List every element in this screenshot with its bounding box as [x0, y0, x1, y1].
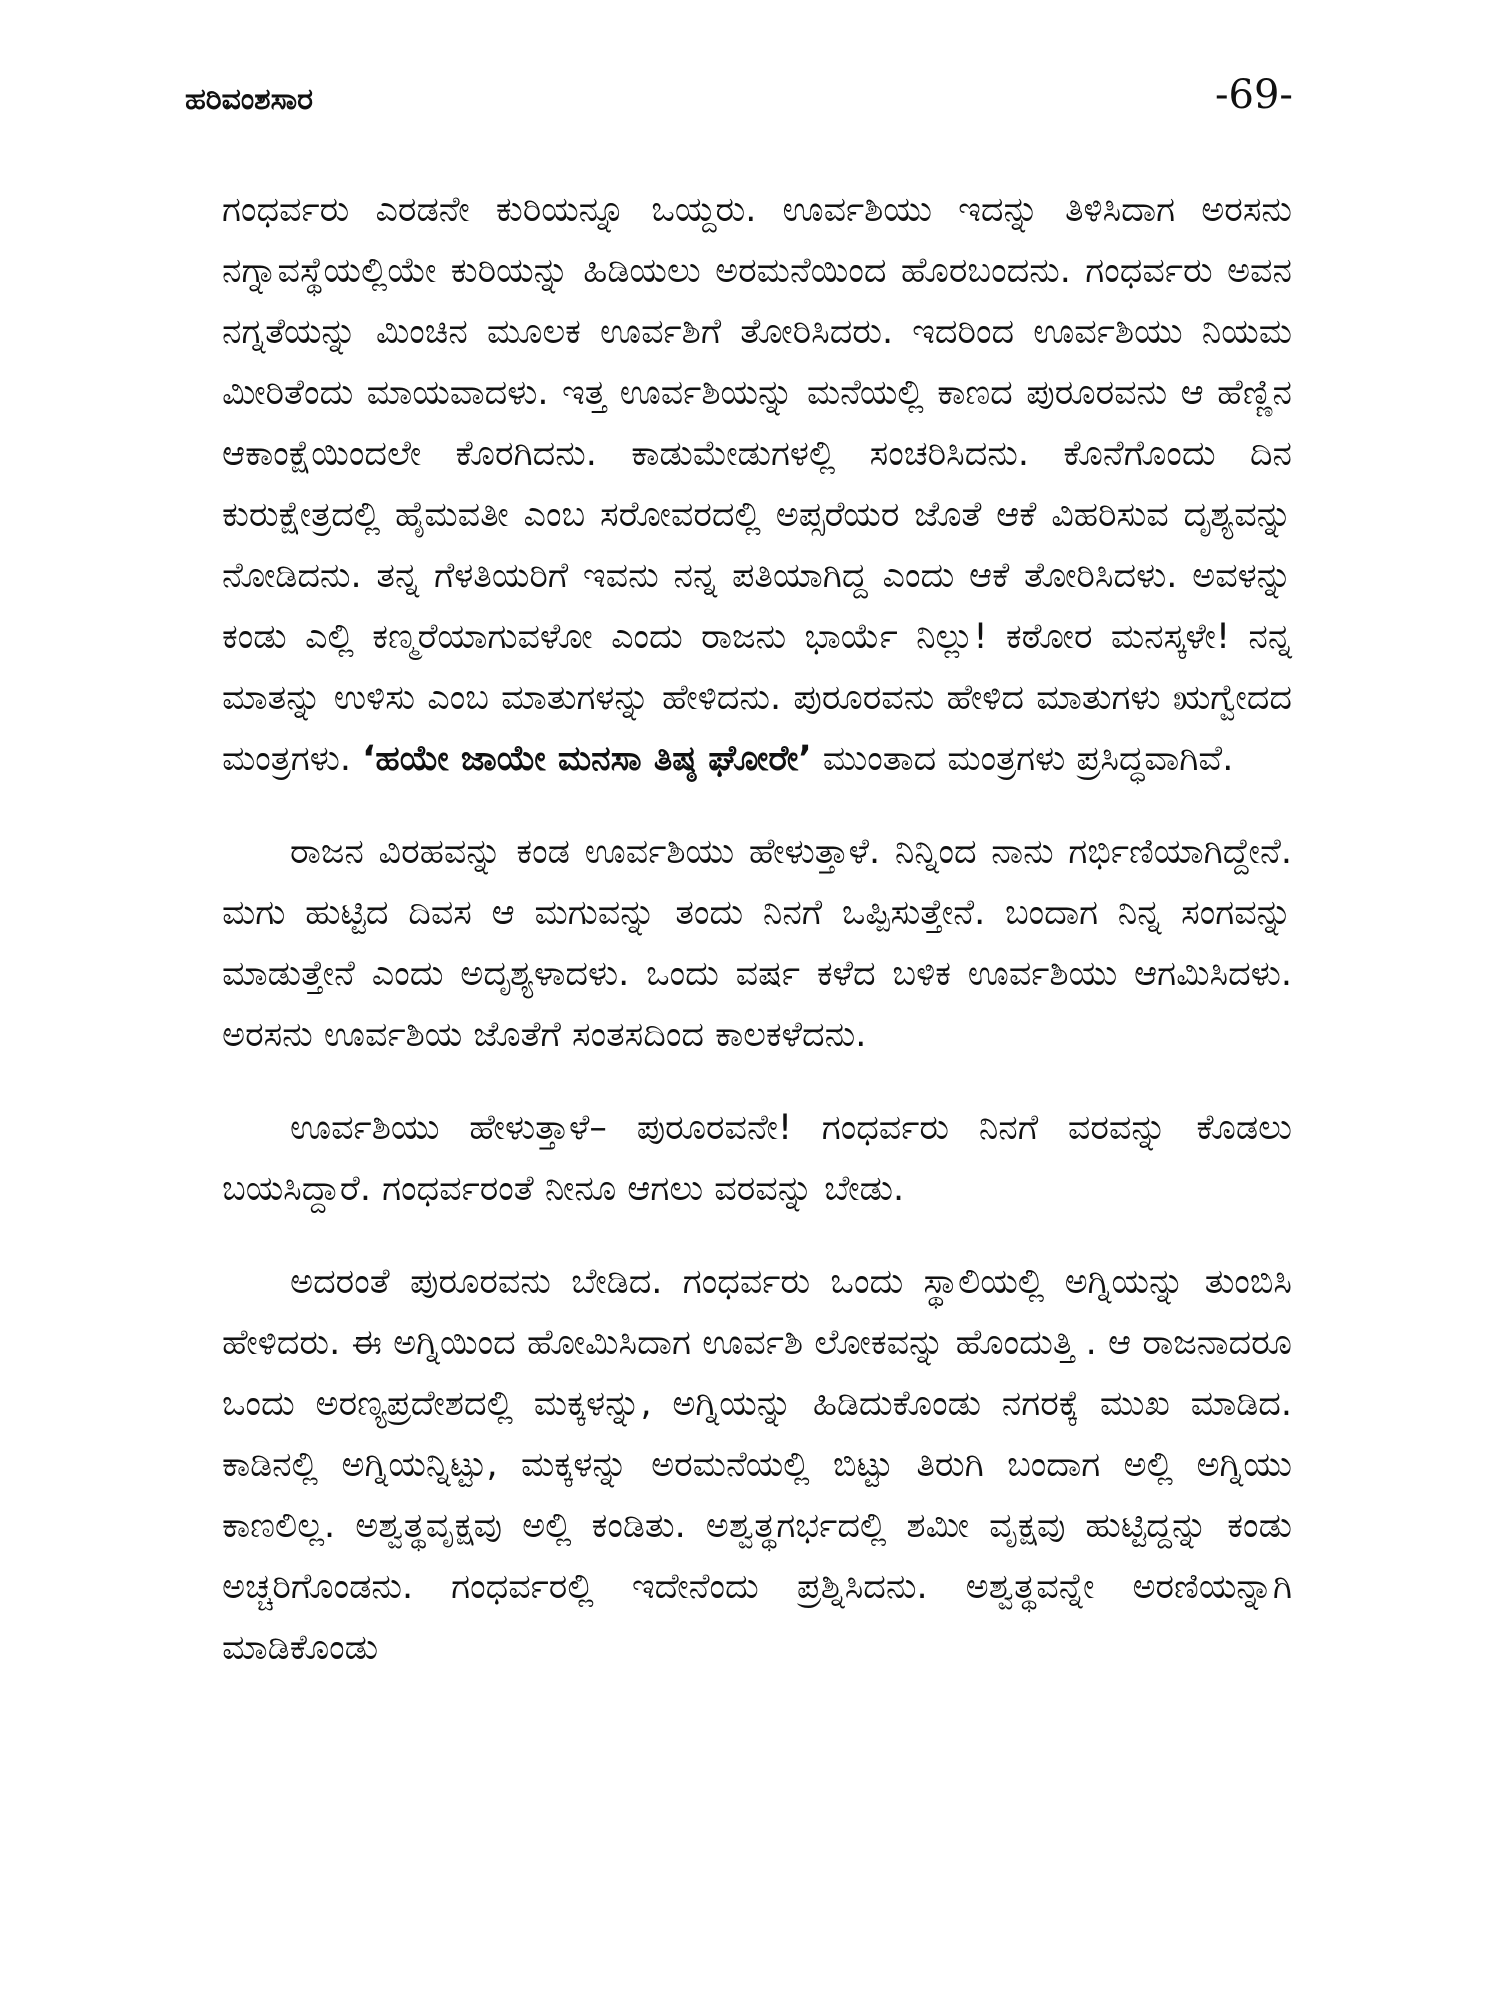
mantra-quote: ‘ಹಯೇ ಜಾಯೇ ಮನಸಾ ತಿಷ್ಠ ಘೋರೇ’ [362, 739, 812, 779]
paragraph-2: ರಾಜನ ವಿರಹವನ್ನು ಕಂಡ ಊರ್ವಶಿಯು ಹೇಳುತ್ತಾಳೆ. ನಿನ್ನಿಂದ ನಾನು ಗರ್ಭಿಣಿಯಾಗಿದ್ದೇನೆ. ಮಗು ಹುಟ್ಟಿದ ದಿವಸ ಆ ಮಗುವನ್ನು ತಂದು ನಿನಗೆ ಒಪ್ಪಿಸುತ್ತೇನೆ. ಬಂದಾಗ ನಿನ್ನ ಸಂಗವನ್ನು ಮಾಡುತ್ತೇನೆ ಎಂದು ಅದೃಶ್ಯಳಾದಳು. ಒಂದು ವರ್ಷ ಕಳೆದ ಬಳಿಕ ಊರ್ವಶಿಯು ಆಗಮಿಸಿದಳು. ಅರಸನು ಊರ್ವಶಿಯ ಜೊತೆಗೆ ಸಂತಸದಿಂದ ಕಾಲಕಳೆದನು. [222, 832, 1292, 1055]
paragraph-4: ಅದರಂತೆ ಪುರೂರವನು ಬೇಡಿದ. ಗಂಧರ್ವರು ಒಂದು ಸ್ಥಾಲಿಯಲ್ಲಿ ಅಗ್ನಿಯನ್ನು ತುಂಬಿಸಿ ಹೇಳಿದರು. ಈ ಅಗ್ನಿಯಿಂದ ಹೋಮಿಸಿದಾಗ ಊರ್ವಶಿ ಲೋಕವನ್ನು ಹೊಂದುತ್ತಿ . ಆ ರಾಜನಾದರೂ ಒಂದು ಅರಣ್ಯಪ್ರದೇಶದಲ್ಲಿ ಮಕ್ಕಳನ್ನು, ಅಗ್ನಿಯನ್ನು ಹಿಡಿದುಕೊಂಡು ನಗರಕ್ಕೆ ಮುಖ ಮಾಡಿದ. ಕಾಡಿನಲ್ಲಿ ಅಗ್ನಿಯನ್ನಿಟ್ಟು, ಮಕ್ಕಳನ್ನು ಅರಮನೆಯಲ್ಲಿ ಬಿಟ್ಟು ತಿರುಗಿ ಬಂದಾಗ ಅಲ್ಲಿ ಅಗ್ನಿಯು ಕಾಣಲಿಲ್ಲ. ಅಶ್ವತ್ಥವೃಕ್ಷವು ಅಲ್ಲಿ ಕಂಡಿತು. ಅಶ್ವತ್ಥಗರ್ಭದಲ್ಲಿ ಶಮೀ ವೃಕ್ಷವು ಹುಟ್ಟಿದ್ದನ್ನು ಕಂಡು ಅಚ್ಚರಿಗೊಂಡನು. ಗಂಧರ್ವರಲ್ಲಿ ಇದೇನೆಂದು ಪ್ರಶ್ನಿಸಿದನು. ಅಶ್ವತ್ಥವನ್ನೇ ಅರಣಿಯನ್ನಾಗಿ ಮಾಡಿಕೊಂಡು [222, 1262, 1292, 1668]
running-header-title: ಹರಿವಂಶಸಾರ [185, 82, 314, 117]
paragraph-3: ಊರ್ವಶಿಯು ಹೇಳುತ್ತಾಳೆ– ಪುರೂರವನೇ! ಗಂಧರ್ವರು ನಿನಗೆ ವರವನ್ನು ಕೊಡಲು ಬಯಸಿದ್ದಾರೆ. ಗಂಧರ್ವರಂತೆ ನೀನೂ ಆಗಲು ವರವನ್ನು ಬೇಡು. [222, 1108, 1292, 1209]
paragraph-1-text: ಗಂಧರ್ವರು ಎರಡನೇ ಕುರಿಯನ್ನೂ ಒಯ್ದರು. ಊರ್ವಶಿಯು ಇದನ್ನು ತಿಳಿಸಿದಾಗ ಅರಸನು ನಗ್ನಾವಸ್ಥೆಯಲ್ಲಿಯೇ ಕುರಿಯನ್ನು ಹಿಡಿಯಲು ಅರಮನೆಯಿಂದ ಹೊರಬಂದನು. ಗಂಧರ್ವರು ಅವನ ನಗ್ನತೆಯನ್ನು ಮಿಂಚಿನ ಮೂಲಕ ಊರ್ವಶಿಗೆ ತೋರಿಸಿದರು. ಇದರಿಂದ ಊರ್ವಶಿಯು ನಿಯಮ ಮೀರಿತೆಂದು ಮಾಯವಾದಳು. ಇತ್ತ ಊರ್ವಶಿಯನ್ನು ಮನೆಯಲ್ಲಿ ಕಾಣದ ಪುರೂರವನು ಆ ಹೆಣ್ಣಿನ ಆಕಾಂಕ್ಷೆಯಿಂದಲೇ ಕೊರಗಿದನು. ಕಾಡುಮೇಡುಗಳಲ್ಲಿ ಸಂಚರಿಸಿದನು. ಕೊನೆಗೊಂದು ದಿನ ಕುರುಕ್ಷೇತ್ರದಲ್ಲಿ ಹೈಮವತೀ ಎಂಬ ಸರೋವರದಲ್ಲಿ ಅಪ್ಸರೆಯರ ಜೊತೆ ಆಕೆ ವಿಹರಿಸುವ ದೃಶ್ಯವನ್ನು ನೋಡಿದನು. ತನ್ನ ಗೆಳತಿಯರಿಗೆ ಇವನು ನನ್ನ ಪತಿಯಾಗಿದ್ದ ಎಂದು ಆಕೆ ತೋರಿಸಿದಳು. ಅವಳನ್ನು ಕಂಡು ಎಲ್ಲಿ ಕಣ್ಮರೆಯಾಗುವಳೋ ಎಂದು ರಾಜನು ಭಾರ್ಯೆ ನಿಲ್ಲು! ಕಠೋರ ಮನಸ್ಕಳೇ! ನನ್ನ ಮಾತನ್ನು ಉಳಿಸು ಎಂಬ ಮಾತುಗಳನ್ನು ಹೇಳಿದನು. ಪುರೂರವನು ಹೇಳಿದ ಮಾತುಗಳು ಋಗ್ವೇದದ ಮಂತ್ರಗಳು. [222, 190, 1292, 779]
paragraph-1-text-end: ಮುಂತಾದ ಮಂತ್ರಗಳು ಪ್ರಸಿದ್ಧವಾಗಿವೆ. [811, 739, 1234, 779]
page-body [222, 180, 1292, 1711]
page-number: -69- [1215, 72, 1293, 118]
paragraph-1 [222, 180, 1292, 790]
